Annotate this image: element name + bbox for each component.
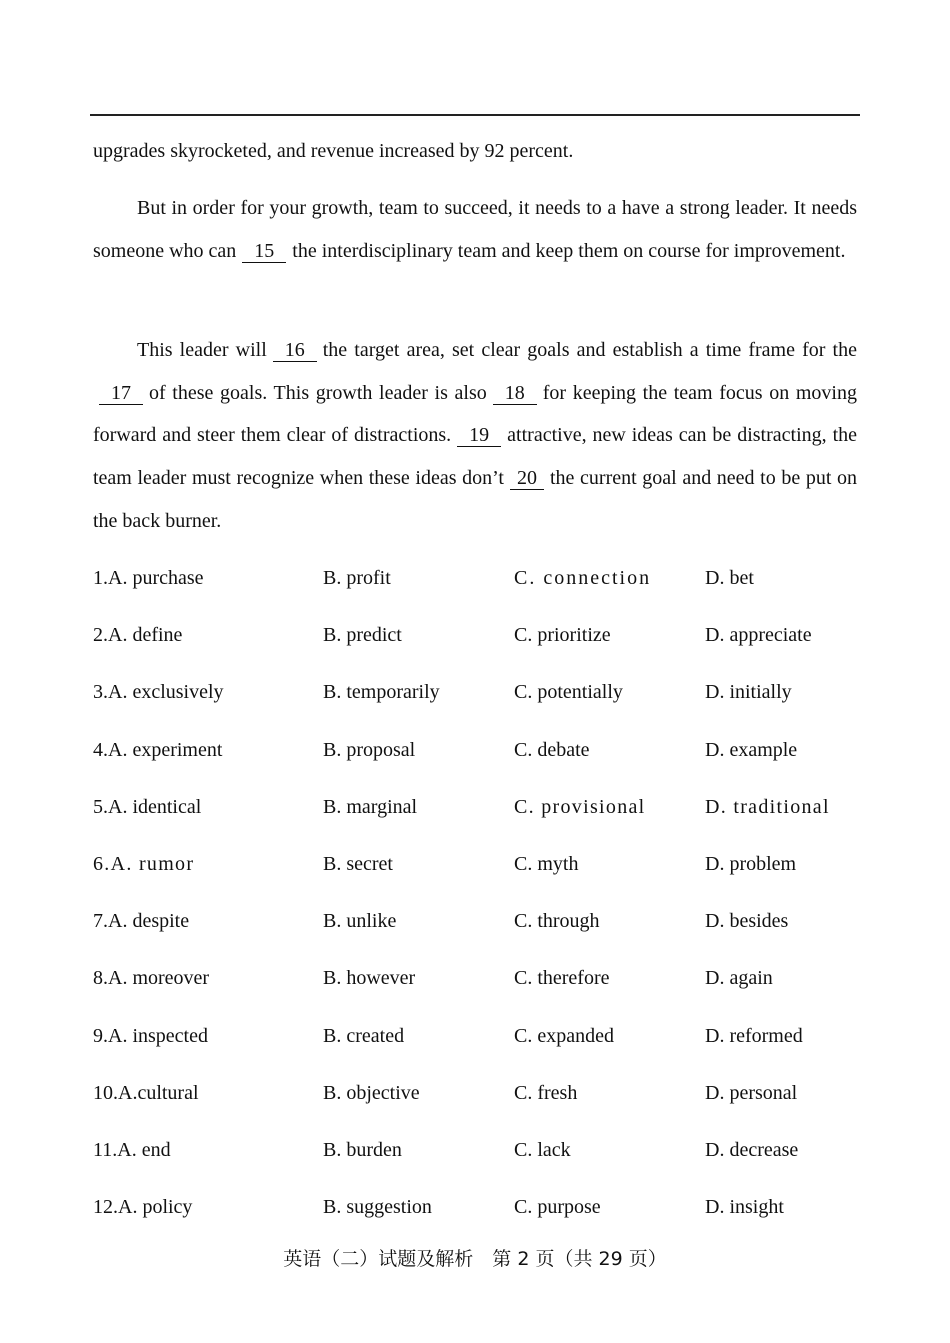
option-b: B. secret: [323, 852, 393, 875]
option-c: C. expanded: [514, 1024, 614, 1047]
option-b: B. objective: [323, 1081, 420, 1104]
option-row: [93, 957, 857, 1014]
option-d: D. again: [705, 967, 773, 990]
option-row: [93, 729, 857, 786]
paragraph-text: the current goal and need to be put on the back burner.: [93, 467, 857, 532]
option-c: C. through: [514, 910, 600, 933]
paragraph-text: upgrades skyrocketed, and revenue increased by 92 percent.: [93, 140, 574, 162]
option-c: C. therefore: [514, 967, 610, 990]
blank-16: 16: [273, 339, 317, 362]
option-row: [93, 614, 857, 671]
option-b: B. however: [323, 967, 416, 990]
option-c: C. myth: [514, 852, 579, 875]
option-d: D. appreciate: [705, 624, 812, 647]
paragraph-continuation: [93, 130, 857, 173]
option-d: D. insight: [705, 1196, 784, 1219]
option-b: B. predict: [323, 624, 402, 647]
option-a: 5.A. identical: [93, 795, 202, 818]
option-b: B. marginal: [323, 795, 418, 818]
option-c: C. fresh: [514, 1081, 578, 1104]
option-d: D. besides: [705, 910, 789, 933]
option-row: [93, 671, 857, 728]
option-b: B. suggestion: [323, 1196, 432, 1219]
paragraph-text: the target area, set clear goals and establish a time frame for the: [322, 339, 857, 361]
option-row: [93, 1129, 857, 1186]
option-b: B. burden: [323, 1138, 402, 1161]
paragraph-leader: [93, 187, 857, 272]
options-list: [93, 557, 857, 1243]
option-d: D. reformed: [705, 1024, 803, 1047]
option-d: D. decrease: [705, 1138, 799, 1161]
paragraph-text: the interdisciplinary team and keep them on course for improvement.: [292, 239, 846, 262]
paragraph-text: for keeping the team focus on moving forward and steer them clear of distractions.: [93, 381, 857, 447]
option-a: 11.A. end: [93, 1138, 171, 1161]
option-a: 4.A. experiment: [93, 738, 223, 761]
option-b: B. unlike: [323, 910, 397, 933]
blank-20: 20: [510, 467, 544, 490]
paragraph-text: of these goals. This growth leader is also: [149, 381, 487, 404]
option-d: D. example: [705, 738, 798, 761]
option-b: B. created: [323, 1024, 405, 1047]
option-b: B. temporarily: [323, 681, 440, 704]
option-a: 8.A. moreover: [93, 967, 210, 990]
option-c: C. potentially: [514, 681, 623, 704]
option-d: D. personal: [705, 1081, 798, 1104]
option-row: [93, 1015, 857, 1072]
option-d: D. traditional: [705, 795, 830, 818]
option-row: [93, 1186, 857, 1243]
header-rule: [90, 114, 860, 116]
option-a: 12.A. policy: [93, 1196, 193, 1219]
option-c: C. lack: [514, 1138, 571, 1161]
blank-19: 19: [457, 424, 501, 447]
option-row: [93, 900, 857, 957]
option-a: 10.A.cultural: [93, 1081, 199, 1104]
option-c: C. connection: [514, 567, 652, 589]
paragraph-text: But in order for your growth, team to succeed, it needs to a have a strong leader. It needs someone who can: [93, 197, 857, 262]
blank-15: 15: [242, 240, 286, 263]
blank-18: 18: [493, 382, 537, 405]
option-row: [93, 557, 857, 614]
option-a: 3.A. exclusively: [93, 681, 224, 704]
paragraph-text: This leader will: [137, 339, 267, 361]
option-a: 2.A. define: [93, 624, 183, 647]
paragraph-text: attractive, new ideas can be distracting, the team leader must recognize when these ideas don’t: [93, 424, 857, 490]
option-a: 1.A. purchase: [93, 567, 204, 589]
option-a: 6.A. rumor: [93, 852, 195, 875]
option-row: [93, 1072, 857, 1129]
option-b: B. proposal: [323, 738, 416, 761]
option-a: 7.A. despite: [93, 910, 190, 933]
option-a: 9.A. inspected: [93, 1024, 208, 1047]
option-d: D. initially: [705, 681, 792, 704]
page-footer: 英语（二）试题及解析 第 2 页（共 29 页）: [283, 1248, 667, 1270]
option-c: C. purpose: [514, 1196, 601, 1219]
option-b: B. profit: [323, 567, 391, 589]
blank-17: 17: [99, 382, 143, 405]
option-c: C. provisional: [514, 795, 646, 818]
paragraph-growth-leader: [93, 329, 857, 543]
option-row: [93, 843, 857, 900]
option-row: [93, 786, 857, 843]
option-c: C. prioritize: [514, 624, 611, 647]
option-d: D. bet: [705, 567, 754, 589]
option-d: D. problem: [705, 852, 797, 875]
option-c: C. debate: [514, 738, 590, 761]
